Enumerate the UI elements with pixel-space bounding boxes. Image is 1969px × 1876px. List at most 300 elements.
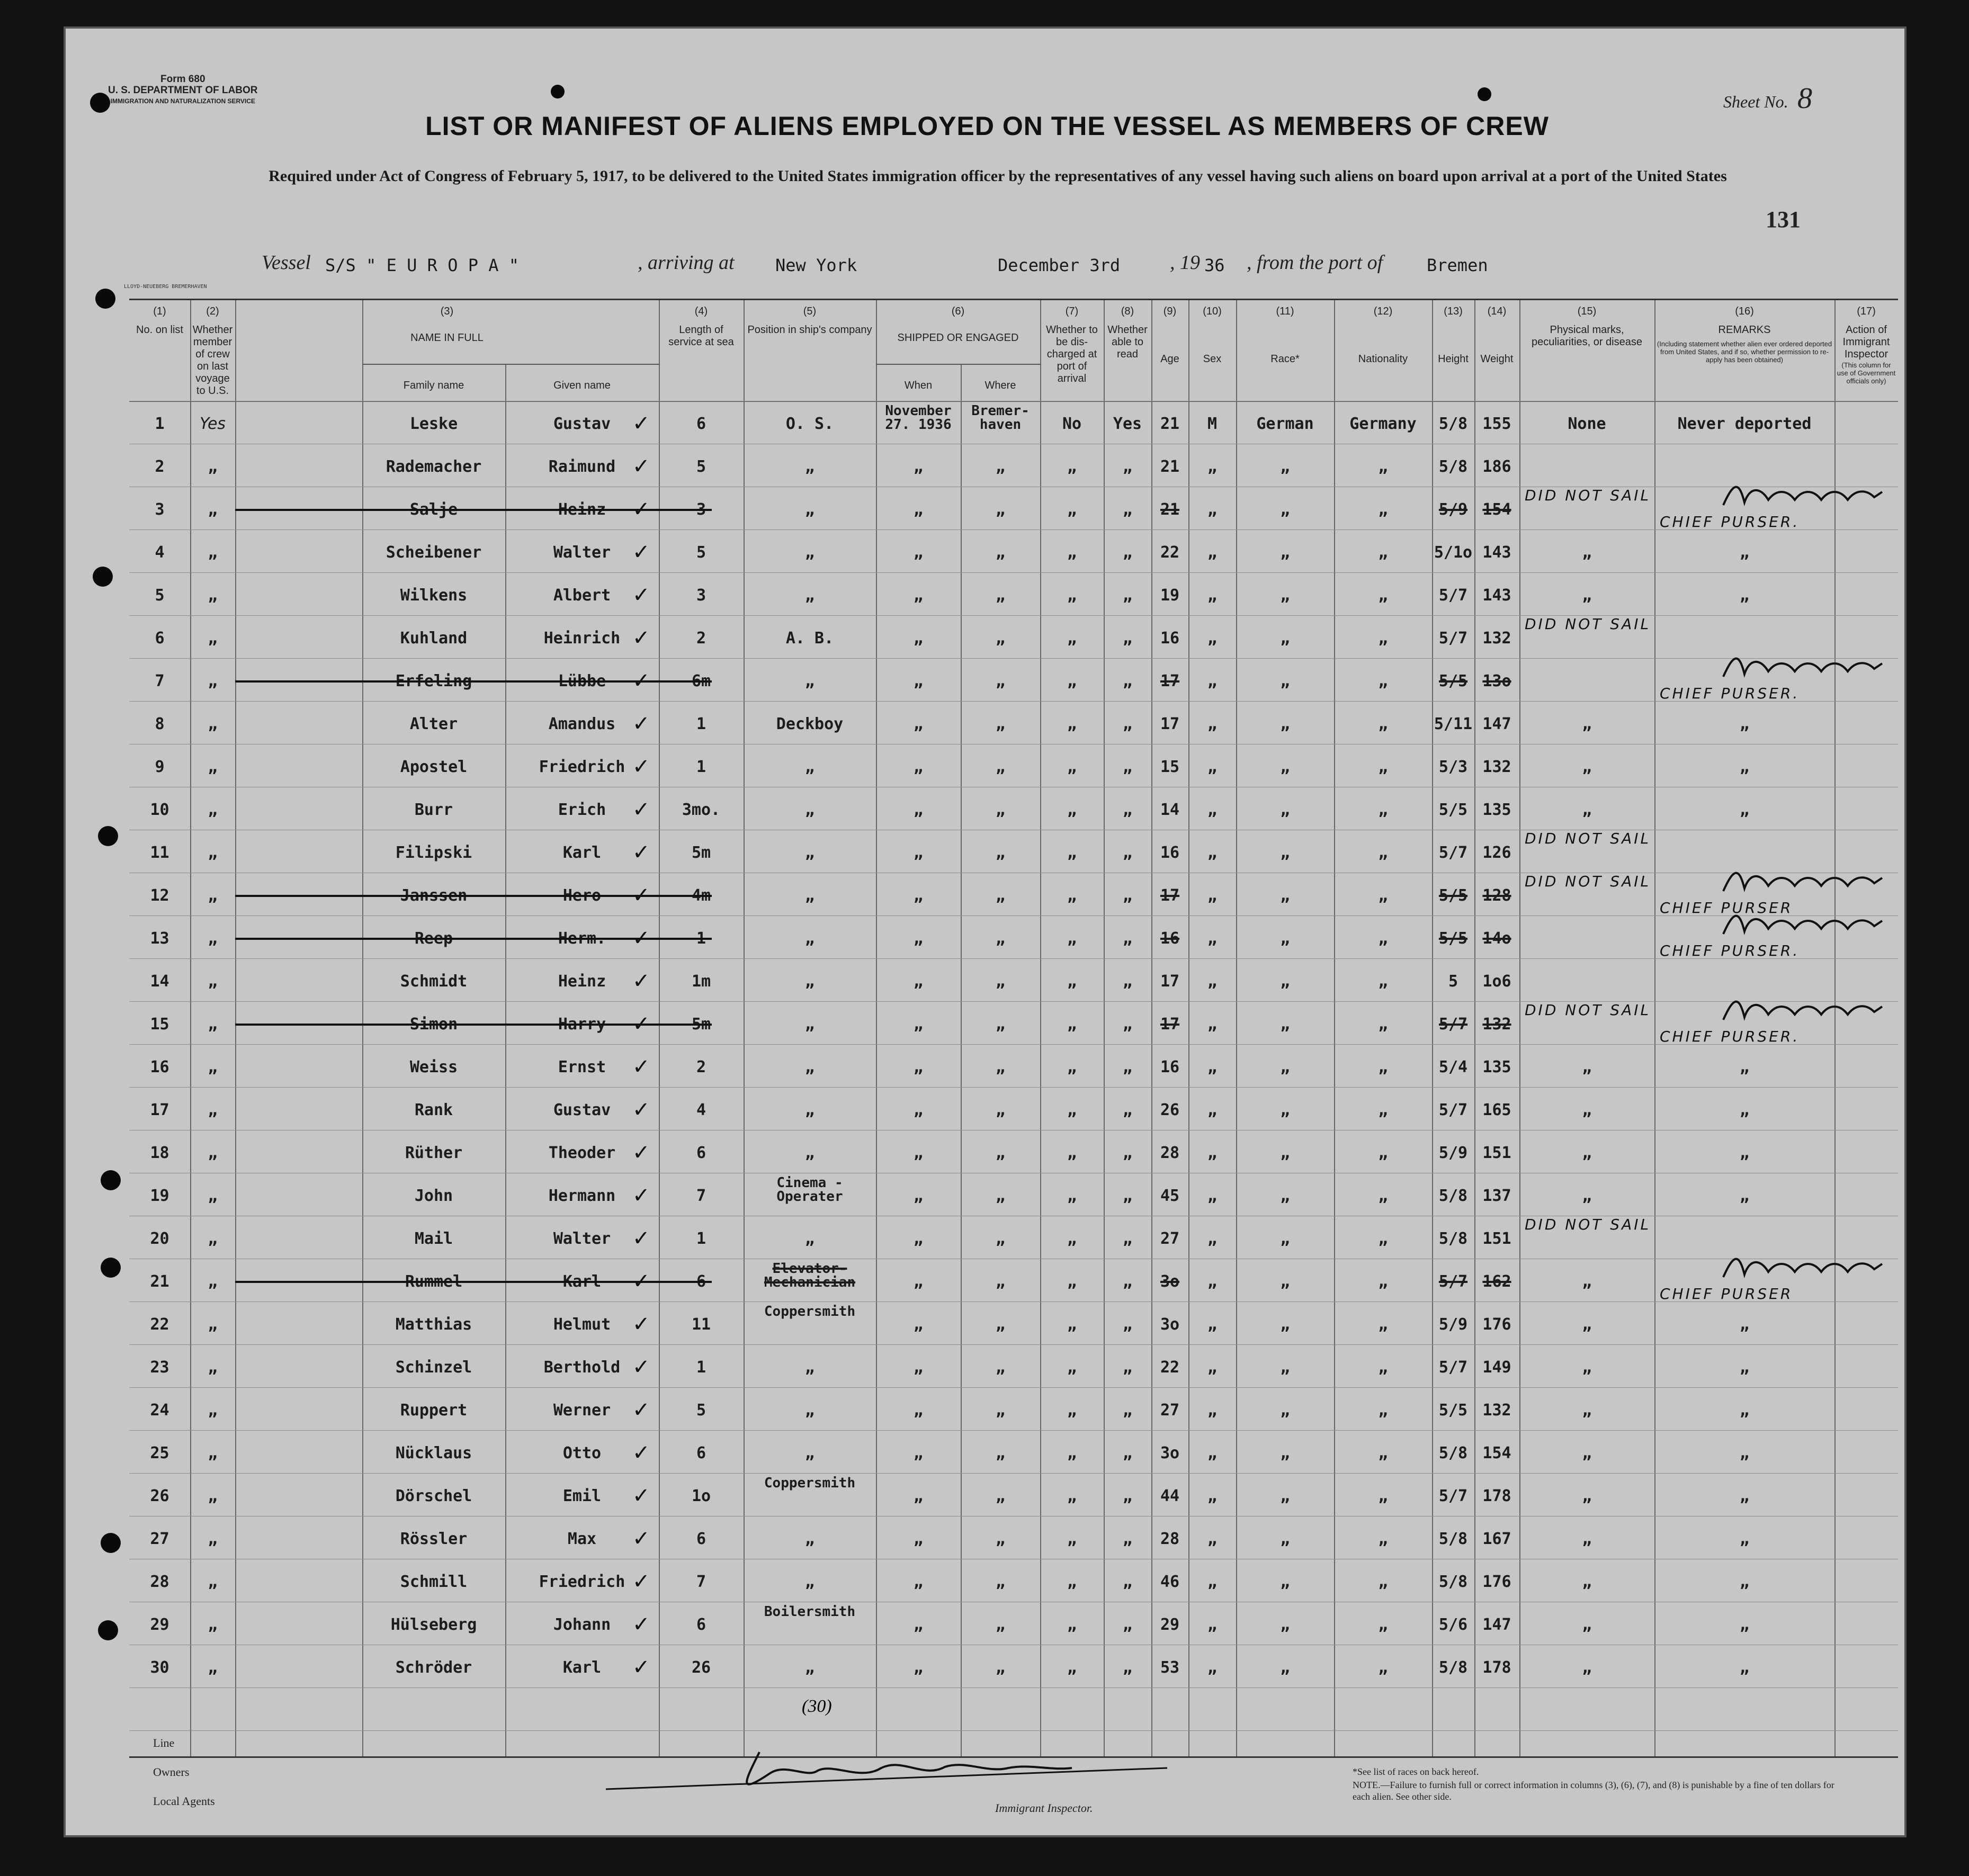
cell-when: „: [913, 586, 924, 605]
cell-sex: „: [1207, 1272, 1218, 1291]
cell-race: „: [1280, 543, 1290, 562]
cell-sex: „: [1207, 672, 1218, 690]
cell-service: 1: [696, 929, 706, 948]
cell-when: „: [913, 1615, 924, 1634]
cell-marks: „: [1582, 715, 1592, 733]
column-header: Weight: [1480, 353, 1514, 365]
cell-prev: „: [208, 500, 218, 519]
strike-line: [235, 1281, 712, 1283]
cell-service: 6: [696, 415, 706, 433]
cell-when: „: [913, 1272, 924, 1291]
cell-age: 16: [1160, 629, 1180, 648]
cell-ht: 5/7: [1438, 1272, 1468, 1291]
cell-n: 26: [150, 1487, 169, 1505]
cell-pos: „: [804, 1058, 815, 1076]
cell-wt: 162: [1482, 1272, 1511, 1291]
row-rule: [129, 1344, 1898, 1345]
cell-nat: „: [1378, 1358, 1388, 1377]
cell-ht: 5/7: [1438, 586, 1468, 605]
cell-age: 19: [1160, 586, 1180, 605]
cell-where: „: [995, 758, 1006, 776]
cell-n: 25: [150, 1444, 169, 1462]
inspector-label: Immigrant Inspector.: [995, 1801, 1093, 1815]
cell-ht: 5/9: [1438, 500, 1468, 519]
cell-wt: 147: [1482, 715, 1511, 733]
cell-prev: „: [208, 1144, 218, 1162]
cell-race: „: [1280, 1058, 1290, 1076]
cell-race: „: [1280, 1658, 1290, 1677]
cell-service: 5m: [691, 843, 711, 862]
cell-sex: „: [1207, 629, 1218, 648]
cell-ht: 5/8: [1438, 1573, 1468, 1591]
cell-family: Rüther: [405, 1144, 463, 1162]
cell-nat: „: [1378, 629, 1388, 648]
cell-disc: „: [1067, 801, 1077, 819]
cell-when: „: [913, 972, 924, 991]
cell-age: 46: [1160, 1573, 1180, 1591]
purser-signature: [1718, 862, 1887, 899]
cell-family: Erfeling: [395, 672, 472, 690]
cell-service: 3: [696, 586, 706, 605]
cell-age: 16: [1160, 1058, 1180, 1076]
cell-when: „: [913, 629, 924, 648]
cell-when: „: [913, 886, 924, 905]
vessel-name: S/S " E U R O P A ": [325, 255, 520, 275]
cell-nat: „: [1378, 843, 1388, 862]
cell-given: Erich: [558, 801, 606, 819]
cell-when: „: [913, 1358, 924, 1377]
column-rule: [235, 300, 236, 1756]
cell-service: 6: [696, 1444, 706, 1462]
cell-given: Herm.: [558, 929, 606, 948]
cell-service: 1: [696, 758, 706, 776]
cell-read: „: [1122, 500, 1133, 519]
cell-n: 16: [150, 1058, 169, 1076]
cell-marks: „: [1582, 1315, 1592, 1334]
cell-marks: „: [1582, 1187, 1592, 1205]
cell-pos: „: [804, 1573, 815, 1591]
did-not-sail-note: DID NOT SAIL: [1525, 873, 1651, 890]
cell-prev: „: [208, 972, 218, 991]
check-mark: ✓: [632, 755, 650, 779]
cell-when: „: [913, 1315, 924, 1334]
cell-remarks: „: [1739, 543, 1750, 562]
punch-hole: [98, 1620, 118, 1640]
cell-wt: 132: [1482, 629, 1511, 648]
page-title: LIST OR MANIFEST OF ALIENS EMPLOYED ON THE VESSEL AS MEMBERS OF CREW: [425, 111, 1549, 141]
cell-given: Ernst: [558, 1058, 606, 1076]
cell-service: 5m: [691, 1015, 711, 1034]
cell-family: Ruppert: [400, 1401, 468, 1420]
cell-when: „: [913, 1658, 924, 1677]
cell-given: Emil: [562, 1487, 602, 1505]
cell-age: 21: [1160, 457, 1180, 476]
cell-race: „: [1280, 1401, 1290, 1420]
cell-disc: „: [1067, 1401, 1077, 1420]
row-rule: [129, 529, 1898, 530]
cell-nat: „: [1378, 1401, 1388, 1420]
cell-where: „: [995, 543, 1006, 562]
cell-sex: „: [1207, 715, 1218, 733]
cell-sex: „: [1207, 1144, 1218, 1162]
cell-n: 7: [155, 672, 165, 690]
cell-where: „: [995, 457, 1006, 476]
cell-read: „: [1122, 1358, 1133, 1377]
cell-service: 26: [691, 1658, 711, 1677]
cell-prev: „: [208, 543, 218, 562]
cell-service: 1: [696, 1229, 706, 1248]
cell-family: Salje: [409, 500, 458, 519]
cell-n: 30: [150, 1658, 169, 1677]
cell-nat: „: [1378, 1658, 1388, 1677]
cell-age: 3o: [1160, 1272, 1180, 1291]
cell-n: 17: [150, 1101, 169, 1119]
cell-ht: 5/1o: [1434, 543, 1473, 562]
cell-where: „: [995, 672, 1006, 690]
cell-ht: 5/9: [1438, 1144, 1468, 1162]
cell-family: Alter: [409, 715, 458, 733]
cell-family: Wilkens: [400, 586, 468, 605]
cell-race: „: [1280, 1615, 1290, 1634]
cell-wt: 135: [1482, 1058, 1511, 1076]
check-mark: ✓: [632, 840, 650, 865]
cell-age: 16: [1160, 843, 1180, 862]
cell-given: Johann: [553, 1615, 611, 1634]
cell-service: 3: [696, 500, 706, 519]
punch-hole: [93, 567, 113, 587]
cell-prev: „: [208, 1573, 218, 1591]
cell-when: „: [913, 1530, 924, 1548]
cell-ht: 5/9: [1438, 1315, 1468, 1334]
cell-service: 6m: [691, 672, 711, 690]
cell-disc: „: [1067, 886, 1077, 905]
cell-pos: „: [804, 929, 815, 948]
cell-age: 3o: [1160, 1444, 1180, 1462]
cell-race: „: [1280, 1187, 1290, 1205]
cell-pos: „: [804, 886, 815, 905]
cell-service: 4m: [691, 886, 711, 905]
check-mark: ✓: [632, 883, 650, 908]
cell-marks: „: [1582, 1358, 1592, 1377]
cell-n: 18: [150, 1144, 169, 1162]
cell-prev: „: [208, 1315, 218, 1334]
cell-nat: „: [1378, 1187, 1388, 1205]
cell-race: „: [1280, 1530, 1290, 1548]
row-rule: [129, 1730, 1898, 1731]
cell-remarks: „: [1739, 1615, 1750, 1634]
cell-ht: 5/5: [1438, 672, 1468, 690]
cell-sex: M: [1207, 415, 1218, 433]
cell-age: 22: [1160, 1358, 1180, 1377]
cell-pos: „: [804, 543, 815, 562]
column-header: Race*: [1270, 353, 1300, 365]
cell-given: Harry: [558, 1015, 606, 1034]
check-mark: ✓: [632, 797, 650, 822]
cell-pos: „: [804, 1015, 815, 1034]
cell-nat: „: [1378, 1101, 1388, 1119]
cell-pos: „: [804, 972, 815, 991]
column-number: (3): [440, 306, 454, 317]
cell-given: Helmut: [553, 1315, 611, 1334]
cell-disc: „: [1067, 1444, 1077, 1462]
cell-service: 1: [696, 1358, 706, 1377]
column-header: Length of service at sea: [668, 324, 734, 348]
cell-prev: „: [208, 1015, 218, 1034]
check-mark: ✓: [632, 1441, 650, 1465]
cell-ht: 5/8: [1438, 415, 1468, 433]
cell-age: 28: [1160, 1144, 1180, 1162]
check-mark: ✓: [632, 1098, 650, 1122]
cell-sex: „: [1207, 929, 1218, 948]
cell-nat: „: [1378, 1487, 1388, 1505]
cell-family: Weiss: [409, 1058, 458, 1076]
cell-wt: 1o6: [1482, 972, 1511, 991]
cell-disc: „: [1067, 843, 1077, 862]
cell-race: „: [1280, 1229, 1290, 1248]
cell-disc: „: [1067, 1272, 1077, 1291]
row-rule: [129, 1044, 1898, 1045]
cell-given: Heinrich: [543, 629, 621, 648]
cell-read: „: [1122, 629, 1133, 648]
check-mark: ✓: [632, 540, 650, 564]
cell-race: „: [1280, 672, 1290, 690]
cell-read: „: [1122, 1530, 1133, 1548]
cell-race: „: [1280, 1101, 1290, 1119]
vessel-label: Vessel: [262, 252, 311, 274]
column-header: Sex: [1203, 353, 1222, 365]
cell-prev: „: [208, 1530, 218, 1548]
cell-sex: „: [1207, 758, 1218, 776]
cell-wt: 132: [1482, 1015, 1511, 1034]
cell-ht: 5/7: [1438, 1487, 1468, 1505]
check-mark: ✓: [632, 1226, 650, 1251]
cell-remarks: „: [1739, 1444, 1750, 1462]
check-mark: ✓: [632, 969, 650, 993]
stamp-number: 131: [1766, 207, 1801, 232]
strike-line: [235, 680, 712, 683]
cell-race: „: [1280, 843, 1290, 862]
purser-signature: [1718, 991, 1887, 1028]
cell-service: 1o: [691, 1487, 711, 1505]
column-header: Height: [1438, 353, 1469, 365]
cell-age: 14: [1160, 801, 1180, 819]
cell-disc: „: [1067, 1058, 1077, 1076]
cell-race: „: [1280, 886, 1290, 905]
column-number: (14): [1487, 306, 1507, 317]
cell-family: Nücklaus: [395, 1444, 472, 1462]
cell-marks: „: [1582, 801, 1592, 819]
cell-race: „: [1280, 801, 1290, 819]
check-mark: ✓: [632, 926, 650, 950]
cell-sex: „: [1207, 1401, 1218, 1420]
cell-disc: „: [1067, 929, 1077, 948]
cell-sex: „: [1207, 1530, 1218, 1548]
cell-when: „: [913, 1444, 924, 1462]
cell-ht: 5/5: [1438, 1401, 1468, 1420]
punch-hole: [101, 1258, 121, 1278]
cell-prev: „: [208, 758, 218, 776]
cell-where: „: [995, 1487, 1006, 1505]
cell-when: November 27. 1936: [885, 403, 952, 433]
manifest-sheet: [64, 26, 1907, 1837]
cell-when: „: [913, 1101, 924, 1119]
cell-where: „: [995, 1658, 1006, 1677]
cell-read: „: [1122, 929, 1133, 948]
cell-race: „: [1280, 500, 1290, 519]
cell-n: 1: [155, 415, 165, 433]
cell-marks: „: [1582, 1058, 1592, 1076]
check-mark: ✓: [632, 497, 650, 522]
check-mark: ✓: [632, 669, 650, 693]
cell-service: 7: [696, 1573, 706, 1591]
cell-given: Berthold: [543, 1358, 621, 1377]
cell-ht: 5/7: [1438, 843, 1468, 862]
cell-nat: „: [1378, 801, 1388, 819]
cell-read: „: [1122, 758, 1133, 776]
cell-race: „: [1280, 1573, 1290, 1591]
cell-n: 6: [155, 629, 165, 648]
cell-wt: 13o: [1482, 672, 1511, 690]
row-rule: [129, 1430, 1898, 1431]
column-number: (15): [1577, 306, 1597, 317]
subheader-where: Where: [985, 380, 1016, 391]
cell-where: „: [995, 843, 1006, 862]
cell-pos: „: [804, 1530, 815, 1548]
column-number: (10): [1203, 306, 1222, 317]
cell-prev: „: [208, 1401, 218, 1420]
cell-remarks: „: [1739, 586, 1750, 605]
cell-wt: 176: [1482, 1315, 1511, 1334]
cell-n: 28: [150, 1573, 169, 1591]
cell-prev: „: [208, 1444, 218, 1462]
did-not-sail-note: DID NOT SAIL: [1525, 830, 1651, 847]
row-rule: [129, 1301, 1898, 1302]
form-header: [108, 74, 258, 107]
cell-sex: „: [1207, 1101, 1218, 1119]
cell-ht: 5/8: [1438, 1530, 1468, 1548]
cell-service: 5: [696, 1401, 706, 1420]
cell-age: 28: [1160, 1530, 1180, 1548]
check-mark: ✓: [632, 454, 650, 479]
cell-wt: 165: [1482, 1101, 1511, 1119]
cell-age: 27: [1160, 1401, 1180, 1420]
cell-sex: „: [1207, 586, 1218, 605]
cell-wt: 151: [1482, 1144, 1511, 1162]
subheader-rule: [362, 364, 659, 365]
cell-read: Yes: [1113, 415, 1142, 433]
cell-given: Amandus: [548, 715, 616, 733]
cell-disc: „: [1067, 1358, 1077, 1377]
column-header: Position in ship's company: [747, 324, 872, 336]
row-rule: [129, 1687, 1898, 1688]
cell-race: German: [1256, 415, 1314, 433]
cell-remarks: „: [1739, 1315, 1750, 1334]
column-number: (16): [1735, 306, 1754, 317]
check-mark: ✓: [632, 1183, 650, 1208]
cell-wt: 135: [1482, 801, 1511, 819]
cell-wt: 128: [1482, 886, 1511, 905]
cell-nat: „: [1378, 457, 1388, 476]
cell-family: Hülseberg: [390, 1615, 477, 1634]
cell-race: „: [1280, 629, 1290, 648]
check-mark: ✓: [632, 1141, 650, 1165]
cell-nat: „: [1378, 1444, 1388, 1462]
cell-read: „: [1122, 543, 1133, 562]
check-mark: ✓: [632, 583, 650, 607]
cell-race: „: [1280, 1444, 1290, 1462]
year-prefix: , 19: [1170, 252, 1200, 274]
cell-where: „: [995, 500, 1006, 519]
cell-marks: „: [1582, 1615, 1592, 1634]
cell-given: Gustav: [553, 415, 611, 433]
cell-wt: 143: [1482, 543, 1511, 562]
cell-given: Theoder: [548, 1144, 616, 1162]
cell-where: „: [995, 1144, 1006, 1162]
check-mark: ✓: [632, 1655, 650, 1680]
cell-family: Janssen: [400, 886, 468, 905]
cell-nat: „: [1378, 1272, 1388, 1291]
check-mark: ✓: [632, 1484, 650, 1508]
cell-ht: 5/7: [1438, 1358, 1468, 1377]
cell-family: Schröder: [395, 1658, 472, 1677]
purser-signature: [1718, 905, 1887, 942]
cell-prev: „: [208, 1229, 218, 1248]
sheet-number: 8: [1797, 82, 1812, 115]
cell-race: „: [1280, 1272, 1290, 1291]
cell-sex: „: [1207, 1573, 1218, 1591]
cell-ht: 5/8: [1438, 1444, 1468, 1462]
chief-purser-note: CHIEF PURSER: [1660, 899, 1793, 917]
strike-line: [235, 895, 712, 897]
cell-marks: „: [1582, 1101, 1592, 1119]
department: U. S. DEPARTMENT OF LABOR: [108, 85, 258, 96]
cell-wt: 155: [1482, 415, 1511, 433]
cell-disc: „: [1067, 715, 1077, 733]
cell-age: 17: [1160, 715, 1180, 733]
departure-port: Bremen: [1427, 255, 1488, 275]
cell-given: Friedrich: [539, 758, 625, 776]
cell-disc: „: [1067, 500, 1077, 519]
cell-nat: „: [1378, 543, 1388, 562]
cell-read: „: [1122, 1444, 1133, 1462]
cell-wt: 147: [1482, 1615, 1511, 1634]
cell-pos: „: [804, 758, 815, 776]
cell-read: „: [1122, 972, 1133, 991]
column-number: (13): [1444, 306, 1463, 317]
cell-sex: „: [1207, 1358, 1218, 1377]
cell-age: 17: [1160, 672, 1180, 690]
punch-hole: [95, 289, 115, 309]
cell-where: „: [995, 629, 1006, 648]
inspector-signature: [585, 1742, 1199, 1800]
cell-remarks: „: [1739, 715, 1750, 733]
cell-nat: „: [1378, 758, 1388, 776]
cell-where: „: [995, 1401, 1006, 1420]
cell-marks: „: [1582, 1144, 1592, 1162]
cell-wt: 137: [1482, 1187, 1511, 1205]
cell-pos: „: [804, 500, 815, 519]
cell-age: 17: [1160, 972, 1180, 991]
did-not-sail-note: DID NOT SAIL: [1525, 1001, 1651, 1019]
cell-race: „: [1280, 1015, 1290, 1034]
cell-when: „: [913, 1401, 924, 1420]
subheader-rule: [876, 364, 1040, 365]
cell-nat: „: [1378, 1144, 1388, 1162]
cell-read: „: [1122, 1401, 1133, 1420]
cell-read: „: [1122, 672, 1133, 690]
cell-where: „: [995, 1573, 1006, 1591]
cell-n: 29: [150, 1615, 169, 1634]
